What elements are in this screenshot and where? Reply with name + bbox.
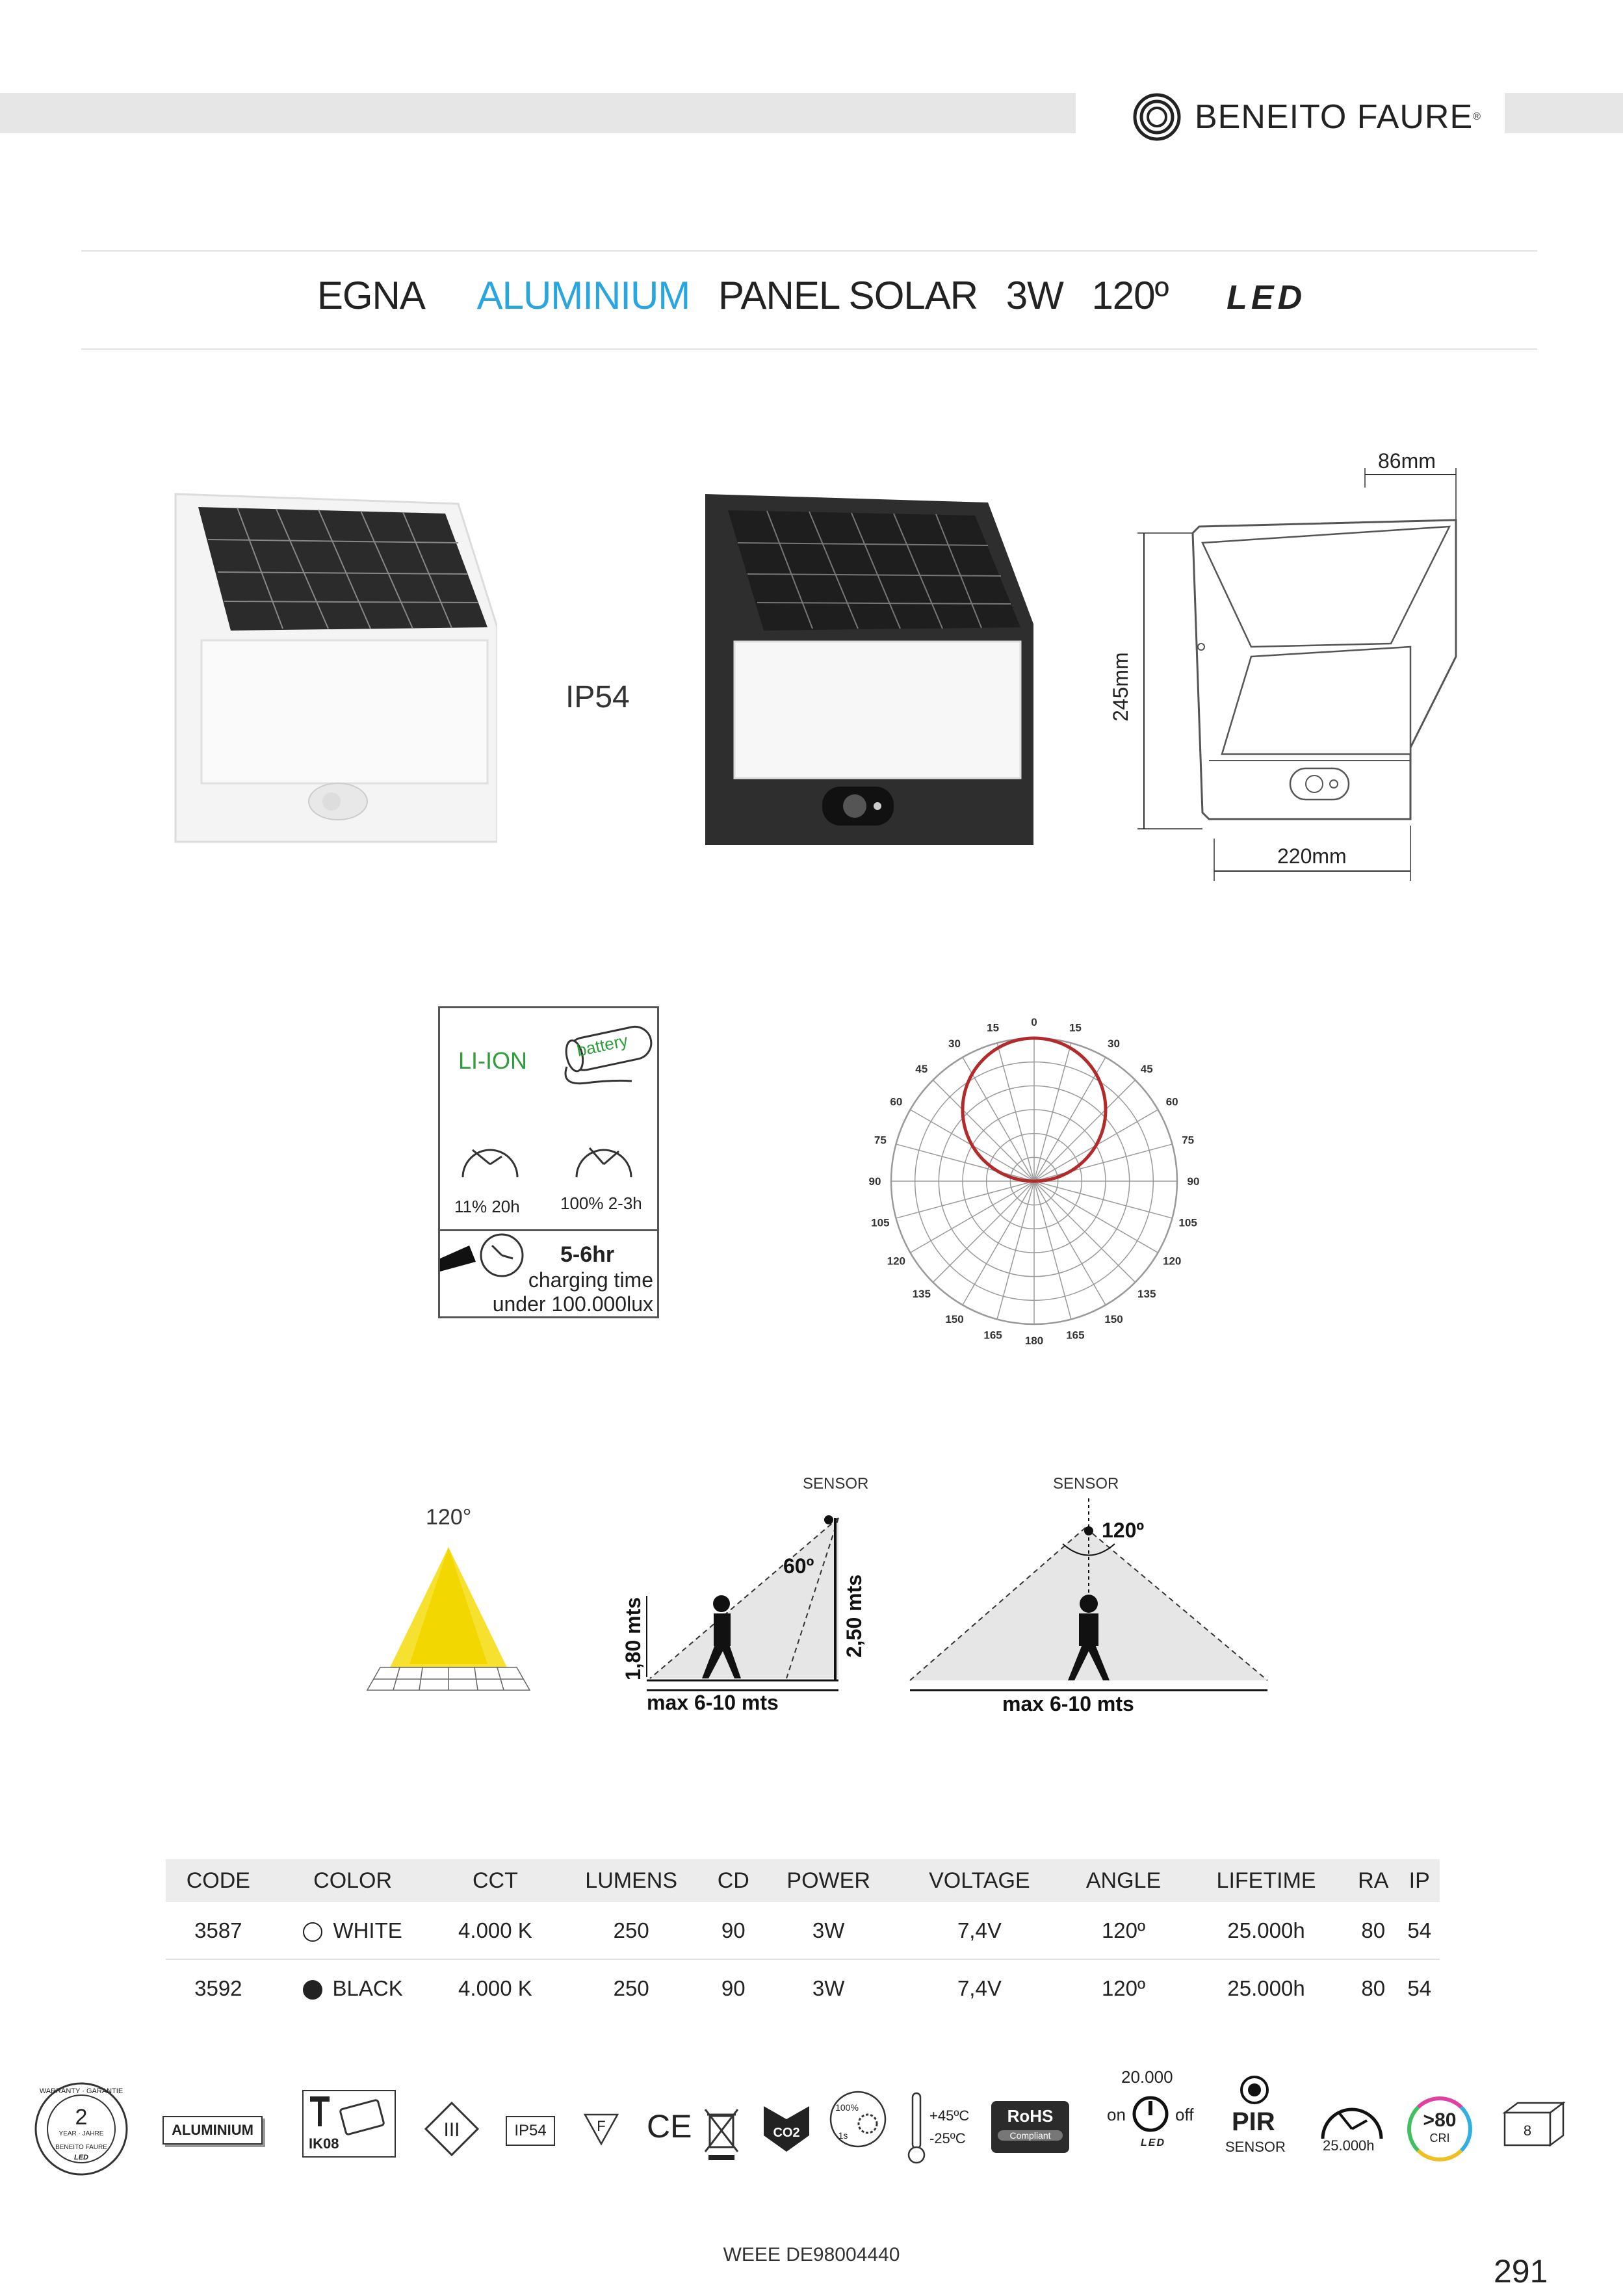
polar-angle-label: 75 <box>874 1134 887 1147</box>
sensor-label-side: SENSOR <box>803 1475 869 1493</box>
cell-lumens: 250 <box>556 1902 707 1959</box>
col-voltage: VOLTAGE <box>897 1859 1062 1902</box>
charging-clock-icon <box>440 1233 538 1278</box>
sensor-angle-top: 120º <box>1102 1519 1145 1542</box>
f-mark-label: F <box>597 2118 606 2134</box>
cell-cd: 90 <box>721 1976 746 2000</box>
col-cd: CD <box>707 1859 760 1902</box>
col-color: COLOR <box>271 1859 435 1902</box>
warranty-years: 2 <box>75 2105 88 2130</box>
page-number: 291 <box>1494 2253 1548 2289</box>
color-dot-black <box>303 1980 322 2000</box>
polar-angle-label: 75 <box>1182 1134 1195 1147</box>
lifetime-label: 25.000h <box>1323 2137 1375 2154</box>
instant-on-icon <box>829 2083 894 2155</box>
cell-angle: 120º <box>1062 1902 1185 1959</box>
polar-angle-label: 45 <box>1140 1062 1153 1075</box>
certification-icons <box>0 2067 1623 2197</box>
box-quantity-icon <box>1498 2093 1570 2152</box>
col-lifetime: LIFETIME <box>1185 1859 1347 1902</box>
table-row <box>166 1959 1440 2016</box>
cell-angle: 120º <box>1101 1976 1146 2000</box>
warranty-sub: YEAR · JAHRE <box>58 2130 104 2137</box>
col-angle: ANGLE <box>1062 1859 1185 1902</box>
warranty-led: LED <box>74 2154 88 2161</box>
sensor-side-diagram <box>611 1469 897 1716</box>
polar-angle-label: 105 <box>871 1216 890 1229</box>
mount-height-label: 2,50 mts <box>842 1574 866 1658</box>
charge-hours: 5-6hr <box>560 1242 615 1267</box>
polar-angle-label: 150 <box>1104 1313 1123 1326</box>
pir-label: PIR <box>1232 2107 1275 2136</box>
cell-power: 3W <box>760 1902 896 1959</box>
dim-height-label: 245mm <box>1109 652 1132 722</box>
title-model: EGNA <box>317 274 425 317</box>
color-dot-white <box>303 1922 322 1942</box>
product-black <box>702 491 1040 855</box>
sensor-label-top: SENSOR <box>1053 1475 1119 1493</box>
page-title <box>0 273 1623 318</box>
power-button-icon <box>1131 2094 1170 2133</box>
warranty-text: WARRANTY · GARANTIE <box>39 2087 123 2095</box>
polar-spoke <box>963 1181 1034 1305</box>
product-white <box>172 491 497 855</box>
cell-voltage: 7,4V <box>957 1976 1002 2000</box>
dim-width-label: 220mm <box>1277 844 1347 868</box>
polar-angle-label: 60 <box>1165 1095 1178 1108</box>
beam-angle-label: 120° <box>426 1505 472 1530</box>
co2-label: CO2 <box>773 2126 800 2140</box>
col-power: POWER <box>760 1859 896 1902</box>
title-power: 3W <box>1006 274 1063 317</box>
rohs-label: RoHS <box>1007 2106 1054 2126</box>
color-name: WHITE <box>333 1918 402 1942</box>
ik-rating-badge <box>302 2090 396 2158</box>
polar-spoke <box>1034 1181 1106 1305</box>
polar-angle-label: 120 <box>1162 1255 1182 1268</box>
col-ra: RA <box>1347 1859 1399 1902</box>
mode2-label: 100% 2-3h <box>560 1194 642 1213</box>
cell-code: 3592 <box>194 1976 242 2000</box>
cycles-on: on <box>1107 2105 1126 2124</box>
polar-angle-label: 150 <box>945 1313 964 1326</box>
warranty-brand: BENEITO FAURE <box>55 2144 107 2151</box>
polar-angle-label: 180 <box>1024 1335 1044 1347</box>
divider-top <box>81 250 1537 252</box>
polar-spoke <box>1034 1181 1136 1283</box>
battery-icon <box>547 1021 655 1093</box>
dim-depth-label: 86mm <box>1378 449 1436 473</box>
polar-angle-label: 105 <box>1178 1216 1197 1229</box>
co2-icon <box>760 2103 812 2155</box>
top-range-label: max 6-10 mts <box>1002 1692 1134 1715</box>
battery-info-box <box>438 1006 659 1318</box>
battery-label: battery <box>575 1030 630 1060</box>
class-iii-icon <box>422 2100 481 2158</box>
sensor-angle-side: 60º <box>783 1554 814 1578</box>
sensor-top-diagram <box>907 1469 1290 1716</box>
cell-ra: 80 <box>1361 1976 1386 2000</box>
ik-rating-label: IK08 <box>309 2135 339 2152</box>
instant-pct: 100% <box>835 2102 859 2113</box>
material-badge: ALUMINIUM <box>162 2116 263 2145</box>
col-ip: IP <box>1399 1859 1440 1902</box>
spec-table <box>166 1859 1440 2016</box>
cell-color <box>271 1959 435 2016</box>
cell-color <box>271 1902 435 1959</box>
box-quantity: 8 <box>1523 2122 1532 2139</box>
polar-spoke <box>910 1181 1034 1253</box>
polar-angle-label: 30 <box>948 1037 961 1050</box>
polar-spoke <box>963 1057 1034 1181</box>
temp-max: +45ºC <box>929 2107 970 2124</box>
mode1-label: 11% 20h <box>454 1197 520 1216</box>
thermometer-icon <box>907 2090 926 2168</box>
warranty-badge-icon <box>32 2080 130 2178</box>
temp-min: -25ºC <box>929 2130 966 2146</box>
cycles-off: off <box>1175 2105 1194 2124</box>
polar-angle-label: 15 <box>987 1021 1000 1034</box>
beam-angle-diagram <box>364 1502 539 1697</box>
weee-bin-icon <box>702 2103 741 2161</box>
polar-spoke <box>1034 1057 1106 1181</box>
ip-rating-label: IP54 <box>565 680 630 714</box>
cycles-count: 20.000 <box>1121 2067 1173 2087</box>
dimension-drawing <box>1105 449 1469 891</box>
polar-angle-label: 45 <box>915 1062 928 1075</box>
cri-sub: CRI <box>1429 2132 1450 2145</box>
pir-sub: SENSOR <box>1225 2139 1286 2155</box>
weee-footer: WEEE DE98004440 <box>723 2244 900 2265</box>
cell-ip: 54 <box>1399 1902 1440 1959</box>
polar-angle-label: 60 <box>890 1095 903 1108</box>
polar-spoke <box>1034 1080 1136 1181</box>
col-cct: CCT <box>435 1859 556 1902</box>
title-angle: 120º <box>1091 274 1169 317</box>
brand-mark-icon <box>1131 91 1183 143</box>
brand-name: BENEITO FAURE <box>1195 98 1474 136</box>
color-name: BLACK <box>332 1976 403 2000</box>
polar-angle-label: 90 <box>1187 1175 1200 1188</box>
polar-spoke <box>933 1181 1034 1283</box>
cycles-led: LED <box>1141 2137 1165 2148</box>
polar-angle-label: 30 <box>1108 1037 1120 1050</box>
hammer-icon <box>304 2091 393 2137</box>
brand-reg: ® <box>1473 111 1481 122</box>
brand-logo <box>1131 91 1481 143</box>
ce-mark-icon: CE <box>647 2108 692 2145</box>
polar-angle-label: 120 <box>887 1255 906 1268</box>
cell-power: 3W <box>812 1976 845 2000</box>
cell-lifetime: 25.000h <box>1185 1902 1347 1959</box>
battery-type: LI-ION <box>458 1047 528 1074</box>
f-mark-icon <box>582 2111 621 2147</box>
instant-sec: 1s <box>838 2130 848 2141</box>
rohs-badge <box>991 2101 1069 2153</box>
header-bar-left <box>0 93 1076 133</box>
table-row <box>166 1902 1440 1959</box>
polar-angle-label: 90 <box>868 1175 881 1188</box>
polar-light-diagram <box>855 1011 1219 1355</box>
ip-badge: IP54 <box>506 2116 555 2146</box>
rohs-sub: Compliant <box>998 2130 1063 2141</box>
charge-text-1: charging time <box>528 1268 653 1292</box>
cell-lumens: 250 <box>613 1976 649 2000</box>
title-led-logo: LED <box>1227 279 1306 317</box>
side-range-label: max 6-10 mts <box>647 1691 779 1714</box>
cell-cct: 4.000 K <box>458 1976 532 2000</box>
charge-text-2: under 100.000lux <box>492 1292 653 1316</box>
clock-icon-mode1 <box>456 1132 525 1184</box>
polar-angle-label: 15 <box>1069 1021 1082 1034</box>
polar-angle-label: 135 <box>912 1288 931 1301</box>
pir-sensor-icon <box>1238 2074 1271 2106</box>
class-label: III <box>443 2119 460 2141</box>
col-code: CODE <box>166 1859 271 1902</box>
cri-badge <box>1407 2096 1472 2161</box>
table-header-row <box>166 1859 1440 1902</box>
cell-ra: 80 <box>1347 1902 1399 1959</box>
cell-ip: 54 <box>1407 1976 1432 2000</box>
clock-icon-mode2 <box>570 1132 638 1184</box>
col-lumens: LUMENS <box>556 1859 707 1902</box>
cri-value: >80 <box>1423 2109 1457 2131</box>
polar-spoke <box>1034 1181 1158 1253</box>
cell-lifetime: 25.000h <box>1227 1976 1305 2000</box>
polar-angle-label: 165 <box>1066 1329 1085 1342</box>
polar-angle-label: 135 <box>1137 1288 1156 1301</box>
polar-angle-label: 165 <box>983 1329 1002 1342</box>
polar-angle-label: 0 <box>1031 1016 1037 1028</box>
title-material: ALUMINIUM <box>476 274 690 317</box>
cell-code: 3587 <box>166 1902 271 1959</box>
polar-spoke <box>933 1080 1034 1181</box>
cell-cd: 90 <box>707 1902 760 1959</box>
header-bar-right <box>1505 93 1623 133</box>
divider-title <box>81 348 1537 350</box>
person-height-label: 1,80 mts <box>621 1597 645 1680</box>
title-type: PANEL SOLAR <box>718 274 978 317</box>
cell-cct: 4.000 K <box>435 1902 556 1959</box>
cell-voltage: 7,4V <box>897 1902 1062 1959</box>
